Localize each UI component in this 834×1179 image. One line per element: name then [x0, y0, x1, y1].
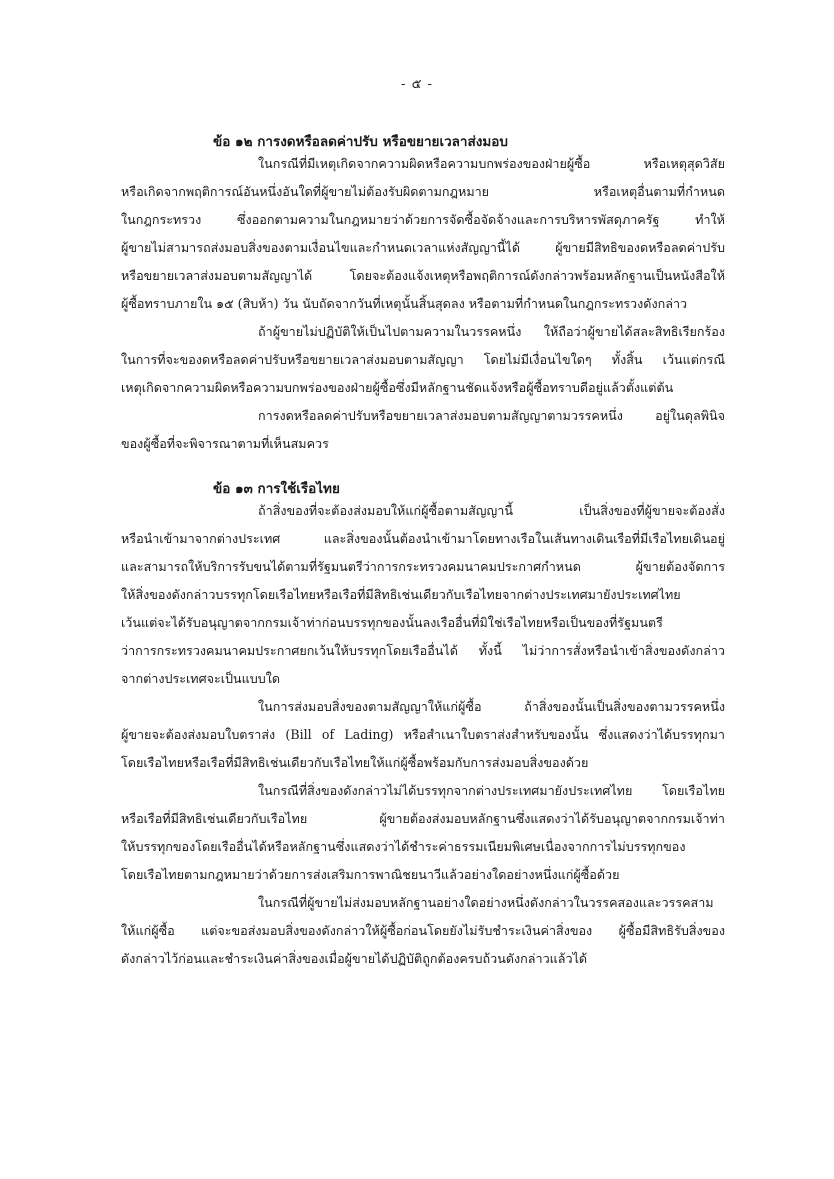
- section-13-line: ในกรณีที่สิ่งของดังกล่าวไม่ได้บรรทุกจากต่างประเทศมายังประเทศไทย โดยเรือไทย: [258, 783, 725, 798]
- section-12-line: ถ้าผู้ขายไม่ปฏิบัติให้เป็นไปตามความในวรรคหนึ่ง ให้ถือว่าผู้ขายได้สละสิทธิเรียกร้อง: [258, 324, 725, 339]
- section-12-line: ของผู้ซื้อที่จะพิจารณาตามที่เห็นสมควร: [121, 436, 329, 451]
- section-13-line: หรือนำเข้ามาจากต่างประเทศ และสิ่งของนั้นต้องนำเข้ามาโดยทางเรือในเส้นทางเดินเรือที่มีเรือไทยเดินอยู่: [121, 531, 725, 546]
- section-13-line: จากต่างประเทศจะเป็นแบบใด: [121, 671, 281, 686]
- section-12-line: ในการที่จะของดหรือลดค่าปรับหรือขยายเวลาส่งมอบตามสัญญา โดยไม่มีเงื่อนไขใดๆ ทั้งสิ้น เว้นแต่กรณี: [121, 352, 725, 367]
- section-12-line: ในกฎกระทรวง ซึ่งออกตามความในกฎหมายว่าด้วยการจัดซื้อจัดจ้างและการบริหารพัสดุภาครัฐ ทำให้: [121, 212, 725, 227]
- section-12-line: หรือเกิดจากพฤติการณ์อันหนึ่งอันใดที่ผู้ขายไม่ต้องรับผิดตามกฎหมาย หรือเหตุอื่นตามที่กำหนด: [121, 184, 725, 199]
- section-13-line: ในการส่งมอบสิ่งของตามสัญญาให้แก่ผู้ซื้อ ถ้าสิ่งของนั้นเป็นสิ่งของตามวรรคหนึ่ง: [258, 699, 725, 714]
- section-12-heading: ข้อ ๑๒ การงดหรือลดค่าปรับ หรือขยายเวลาส่งมอบ: [213, 134, 508, 150]
- section-13-line: โดยเรือไทยตามกฎหมายว่าด้วยการส่งเสริมการพาณิชยนาวีแล้วอย่างใดอย่างหนึ่งแก่ผู้ซื้อด้วย: [121, 867, 620, 882]
- section-13-line: ดังกล่าวไว้ก่อนและชำระเงินค่าสิ่งของเมื่อผู้ขายได้ปฏิบัติถูกต้องครบถ้วนดังกล่าวแล้วได้: [121, 951, 588, 966]
- section-12-line: ผู้ซื้อทราบภายใน ๑๕ (สิบห้า) วัน นับถัดจากวันที่เหตุนั้นสิ้นสุดลง หรือตามที่กำหนดในกฎกระทรวงดังกล่าว: [121, 296, 688, 311]
- section-13-line: เว้นแต่จะได้รับอนุญาตจากกรมเจ้าท่าก่อนบรรทุกของนั้นลงเรืออื่นที่มิใช่เรือไทยหรือเป็นของที่รัฐมนตรี: [121, 615, 663, 630]
- section-13-line: ให้แก่ผู้ซื้อ แต่จะขอส่งมอบสิ่งของดังกล่าวให้ผู้ซื้อก่อนโดยยังไม่รับชำระเงินค่าสิ่งของ ผู้ซื้อมีสิทธิรับสิ่งของ: [121, 923, 725, 938]
- section-12-line: การงดหรือลดค่าปรับหรือขยายเวลาส่งมอบตามสัญญาตามวรรคหนึ่ง อยู่ในดุลพินิจ: [258, 408, 725, 423]
- section-12-line: ผู้ขายไม่สามารถส่งมอบสิ่งของตามเงื่อนไขและกำหนดเวลาแห่งสัญญานี้ได้ ผู้ขายมีสิทธิของดหรือลดค่าปรับ: [121, 240, 725, 255]
- section-13-line: ว่าการกระทรวงคมนาคมประกาศยกเว้นให้บรรทุกโดยเรืออื่นได้ ทั้งนี้ ไม่ว่าการสั่งหรือนำเข้าสิ่งของดังกล่าว: [121, 643, 725, 658]
- section-13-line: ให้สิ่งของดังกล่าวบรรทุกโดยเรือไทยหรือเรือที่มีสิทธิเช่นเดียวกับเรือไทยจากต่างประเทศมายังประเทศไทย: [121, 587, 681, 602]
- section-13-heading: ข้อ ๑๓ การใช้เรือไทย: [213, 481, 340, 497]
- section-13-line: โดยเรือไทยหรือเรือที่มีสิทธิเช่นเดียวกับเรือไทยให้แก่ผู้ซื้อพร้อมกับการส่งมอบสิ่งของด้วย: [121, 755, 589, 770]
- section-13-line: ผู้ขายจะต้องส่งมอบใบตราส่ง (Bill of Lading) หรือสำเนาใบตราส่งสำหรับของนั้น ซึ่งแสดงว่าได้บรรทุกมา: [121, 727, 725, 742]
- section-12-line: เหตุเกิดจากความผิดหรือความบกพร่องของฝ่ายผู้ซื้อซึ่งมีหลักฐานชัดแจ้งหรือผู้ซื้อทราบดีอยู่แล้วตั้งแต่ต้น: [121, 380, 674, 395]
- section-12-line: หรือขยายเวลาส่งมอบตามสัญญาได้ โดยจะต้องแจ้งเหตุหรือพฤติการณ์ดังกล่าวพร้อมหลักฐานเป็นหนังสือให้: [121, 268, 725, 283]
- section-13-line: ในกรณีที่ผู้ขายไม่ส่งมอบหลักฐานอย่างใดอย่างหนึ่งดังกล่าวในวรรคสองและวรรคสาม: [258, 895, 714, 910]
- section-13-line: ให้บรรทุกของโดยเรืออื่นได้หรือหลักฐานซึ่งแสดงว่าได้ชำระค่าธรรมเนียมพิเศษเนื่องจากการไม่บรรทุกของ: [121, 839, 686, 854]
- section-13-line: และสามารถให้บริการรับขนได้ตามที่รัฐมนตรีว่าการกระทรวงคมนาคมประกาศกำหนด ผู้ขายต้องจัดการ: [121, 559, 725, 574]
- section-12-line: ในกรณีที่มีเหตุเกิดจากความผิดหรือความบกพร่องของฝ่ายผู้ซื้อ หรือเหตุสุดวิสัย: [258, 156, 725, 171]
- section-13-line: หรือเรือที่มีสิทธิเช่นเดียวกับเรือไทย ผู้ขายต้องส่งมอบหลักฐานซึ่งแสดงว่าได้รับอนุญาตจากกรมเจ้าท่า: [121, 811, 725, 826]
- page-number: - ๕ -: [401, 77, 433, 92]
- section-13-line: ถ้าสิ่งของที่จะต้องส่งมอบให้แก่ผู้ซื้อตามสัญญานี้ เป็นสิ่งของที่ผู้ขายจะต้องสั่ง: [258, 503, 725, 518]
